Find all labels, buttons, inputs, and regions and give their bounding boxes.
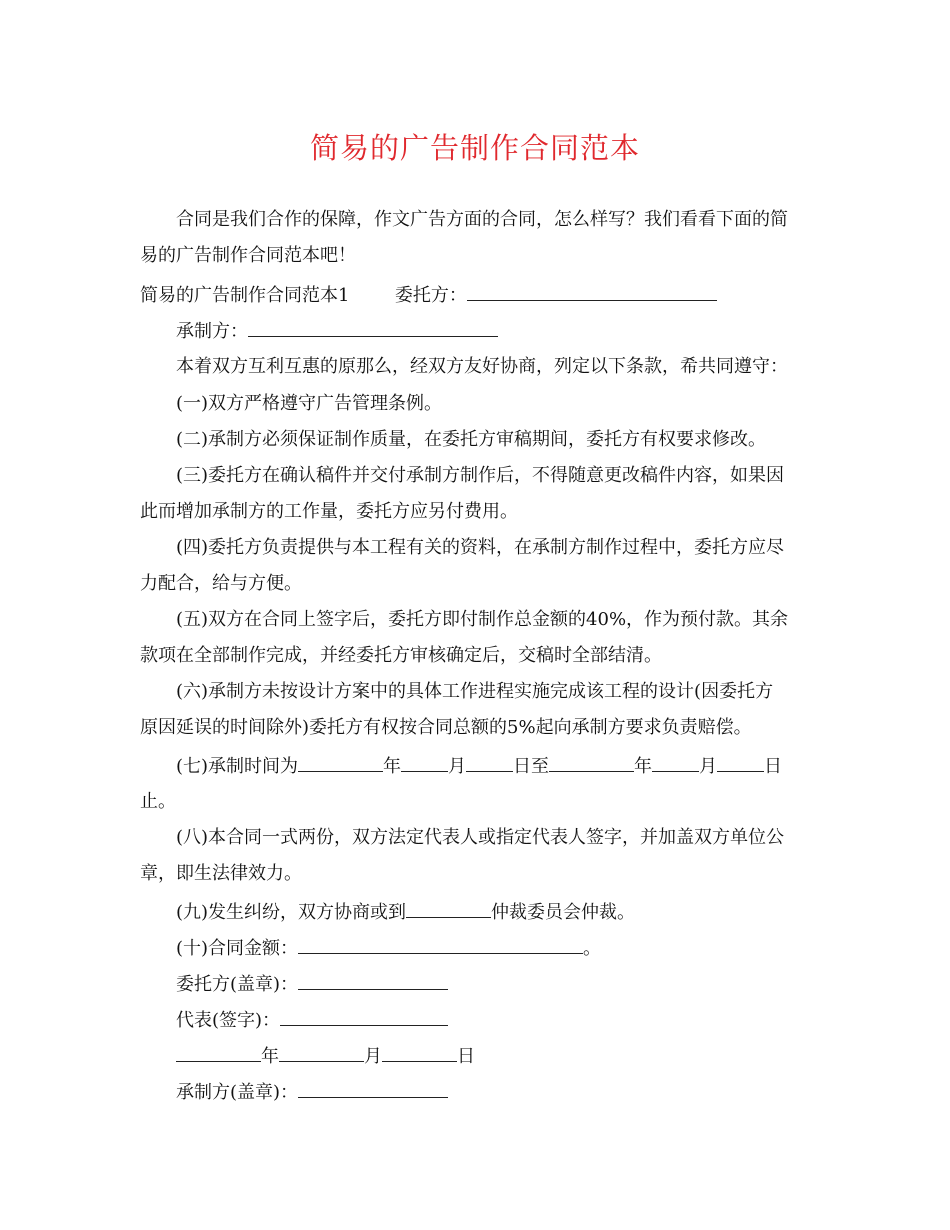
- rep-sign-label: 代表(签字)：: [176, 1010, 281, 1031]
- start-year-blank: [298, 753, 383, 772]
- clause-9: [176, 899, 635, 926]
- start-year-label: 年: [383, 756, 402, 777]
- start-month-label: 月: [448, 756, 467, 777]
- client-seal-blank: [298, 971, 448, 990]
- sign-month-label: 月: [364, 1046, 382, 1067]
- start-day-to-label: 日至: [513, 756, 550, 777]
- clause-7-prefix: (七)承制时间为: [176, 756, 299, 777]
- date-line: [176, 1043, 475, 1070]
- rep-sign-blank: [280, 1007, 448, 1026]
- sample-heading-line: [140, 282, 717, 309]
- clause-4-line-2: 力配合，给与方便。: [140, 573, 302, 594]
- clause-6-line-1: (六)承制方未按设计方案中的具体工作进程实施完成该工程的设计(因委托方: [176, 681, 774, 702]
- clause-3-line-2: 此而增加承制方的工作量，委托方应另付费用。: [140, 501, 518, 522]
- end-day-label: 日: [764, 756, 783, 777]
- clause-8-line-2: 章，即生法律效力。: [140, 863, 302, 884]
- clause-6-line-2: 原因延误的时间除外)委托方有权按合同总额的5%起向承制方要求负责赔偿。: [140, 717, 752, 738]
- intro-line-2: 易的广告制作合同范本吧！: [140, 245, 356, 266]
- client-label: 委托方：: [394, 285, 467, 306]
- contractor-seal-blank: [298, 1079, 448, 1098]
- sign-day-label: 日: [457, 1046, 475, 1067]
- clause-1: (一)双方严格遵守广告管理条例。: [176, 393, 443, 414]
- contract-amount-blank: [298, 935, 583, 954]
- clause-10-period: 。: [583, 938, 602, 959]
- end-month-label: 月: [699, 756, 718, 777]
- clause-9-suffix: 仲裁委员会仲裁。: [491, 902, 636, 923]
- clause-3-line-1: (三)委托方在确认稿件并交付承制方制作后，不得随意更改稿件内容，如果因: [176, 465, 785, 486]
- contractor-label: 承制方：: [176, 321, 248, 342]
- sign-day-blank: [382, 1043, 457, 1062]
- clause-7-line-2: 止。: [140, 791, 176, 812]
- clause-8-line-1: (八)本合同一式两份，双方法定代表人或指定代表人签字，并加盖双方单位公: [176, 827, 785, 848]
- sign-year-blank: [176, 1043, 261, 1062]
- sample-heading: 简易的广告制作合同范本1: [140, 285, 350, 306]
- document-title: 简易的广告制作合同范本: [309, 131, 640, 165]
- intro-line-1: 合同是我们合作的保障，作文广告方面的合同，怎么样写？我们看看下面的简: [176, 209, 788, 230]
- clause-9-prefix: (九)发生纠纷，双方协商或到: [176, 902, 407, 923]
- arbitration-body-blank: [406, 899, 491, 918]
- clause-5-line-2: 款项在全部制作完成，并经委托方审核确定后，交稿时全部结清。: [140, 645, 662, 666]
- end-year-blank: [549, 753, 634, 772]
- contractor-seal-line: [176, 1079, 448, 1106]
- contractor-seal-label: 承制方(盖章)：: [176, 1082, 299, 1103]
- contractor-line: [176, 318, 498, 345]
- rep-sign-line: [176, 1007, 448, 1034]
- client-name-blank: [467, 282, 717, 301]
- preamble: 本着双方互利互惠的原那么，经双方友好协商，列定以下条款，希共同遵守：: [176, 356, 788, 377]
- client-seal-label: 委托方(盖章)：: [176, 974, 299, 995]
- sign-month-blank: [279, 1043, 364, 1062]
- sign-year-label: 年: [261, 1046, 279, 1067]
- end-year-label: 年: [634, 756, 653, 777]
- clause-10-label: (十)合同金额：: [176, 938, 299, 959]
- clause-7-line-1: [176, 753, 782, 780]
- clause-4-line-1: (四)委托方负责提供与本工程有关的资料，在承制方制作过程中，委托方应尽: [176, 537, 785, 558]
- clause-10: [176, 935, 601, 962]
- start-day-blank: [466, 753, 513, 772]
- contractor-name-blank: [248, 318, 498, 337]
- clause-5-line-1: (五)双方在合同上签字后，委托方即付制作总金额的40%，作为预付款。其余: [176, 609, 789, 630]
- clause-2: (二)承制方必须保证制作质量，在委托方审稿期间，委托方有权要求修改。: [176, 429, 767, 450]
- end-month-blank: [652, 753, 699, 772]
- client-seal-line: [176, 971, 448, 998]
- start-month-blank: [401, 753, 448, 772]
- end-day-blank: [717, 753, 764, 772]
